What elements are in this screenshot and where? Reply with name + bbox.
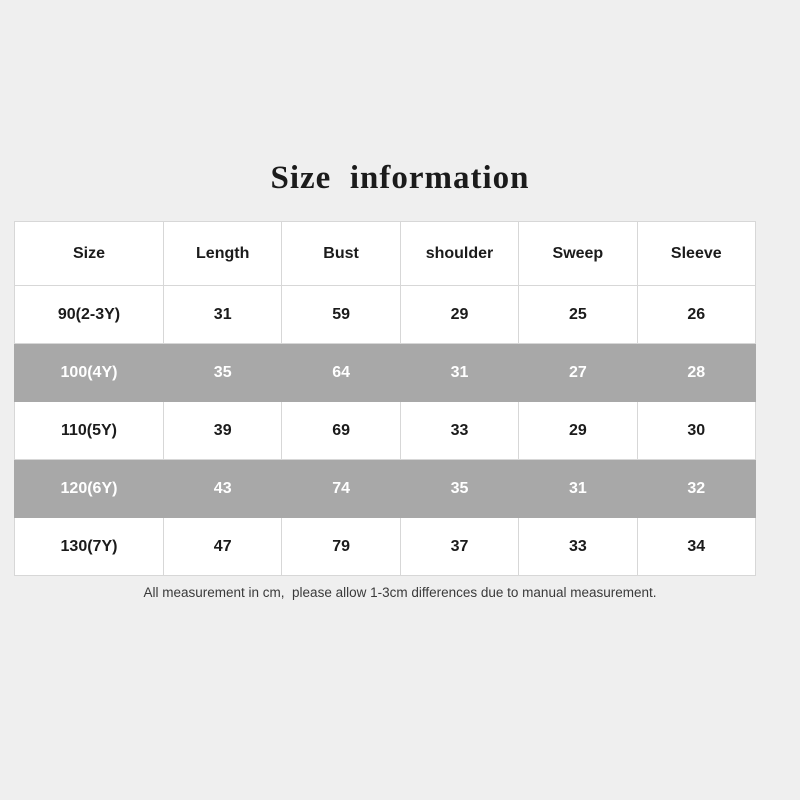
cell-shoulder: 33 [400,402,518,460]
cell-length: 47 [164,518,282,576]
cell-length: 43 [164,460,282,518]
cell-bust: 64 [282,344,400,402]
column-header-sleeve: Sleeve [637,222,755,286]
table-header-row [15,222,756,286]
cell-sleeve: 28 [637,344,755,402]
cell-sweep: 29 [519,402,637,460]
column-header-size: Size [15,222,164,286]
cell-size: 120(6Y) [15,460,164,518]
cell-size: 110(5Y) [15,402,164,460]
cell-sweep: 27 [519,344,637,402]
table-row [15,518,756,576]
table-row [15,286,756,344]
cell-bust: 74 [282,460,400,518]
column-header-sweep: Sweep [519,222,637,286]
cell-size: 100(4Y) [15,344,164,402]
cell-sweep: 33 [519,518,637,576]
cell-sleeve: 26 [637,286,755,344]
cell-length: 39 [164,402,282,460]
column-header-length: Length [164,222,282,286]
table-row [15,402,756,460]
cell-sweep: 25 [519,286,637,344]
table-row [15,344,756,402]
size-table-body [15,222,756,576]
cell-sweep: 31 [519,460,637,518]
page-title: Size information [270,160,530,196]
cell-length: 31 [164,286,282,344]
cell-bust: 59 [282,286,400,344]
cell-shoulder: 37 [400,518,518,576]
size-table-container [14,221,756,576]
cell-shoulder: 31 [400,344,518,402]
measurement-note: All measurement in cm, please allow 1-3cm differences due to manual measurement. [143,585,657,600]
cell-sleeve: 32 [637,460,755,518]
cell-shoulder: 35 [400,460,518,518]
table-row [15,460,756,518]
cell-sleeve: 30 [637,402,755,460]
column-header-shoulder: shoulder [400,222,518,286]
cell-bust: 79 [282,518,400,576]
size-table [14,221,756,576]
cell-sleeve: 34 [637,518,755,576]
cell-size: 90(2-3Y) [15,286,164,344]
column-header-bust: Bust [282,222,400,286]
cell-shoulder: 29 [400,286,518,344]
cell-size: 130(7Y) [15,518,164,576]
cell-length: 35 [164,344,282,402]
cell-bust: 69 [282,402,400,460]
